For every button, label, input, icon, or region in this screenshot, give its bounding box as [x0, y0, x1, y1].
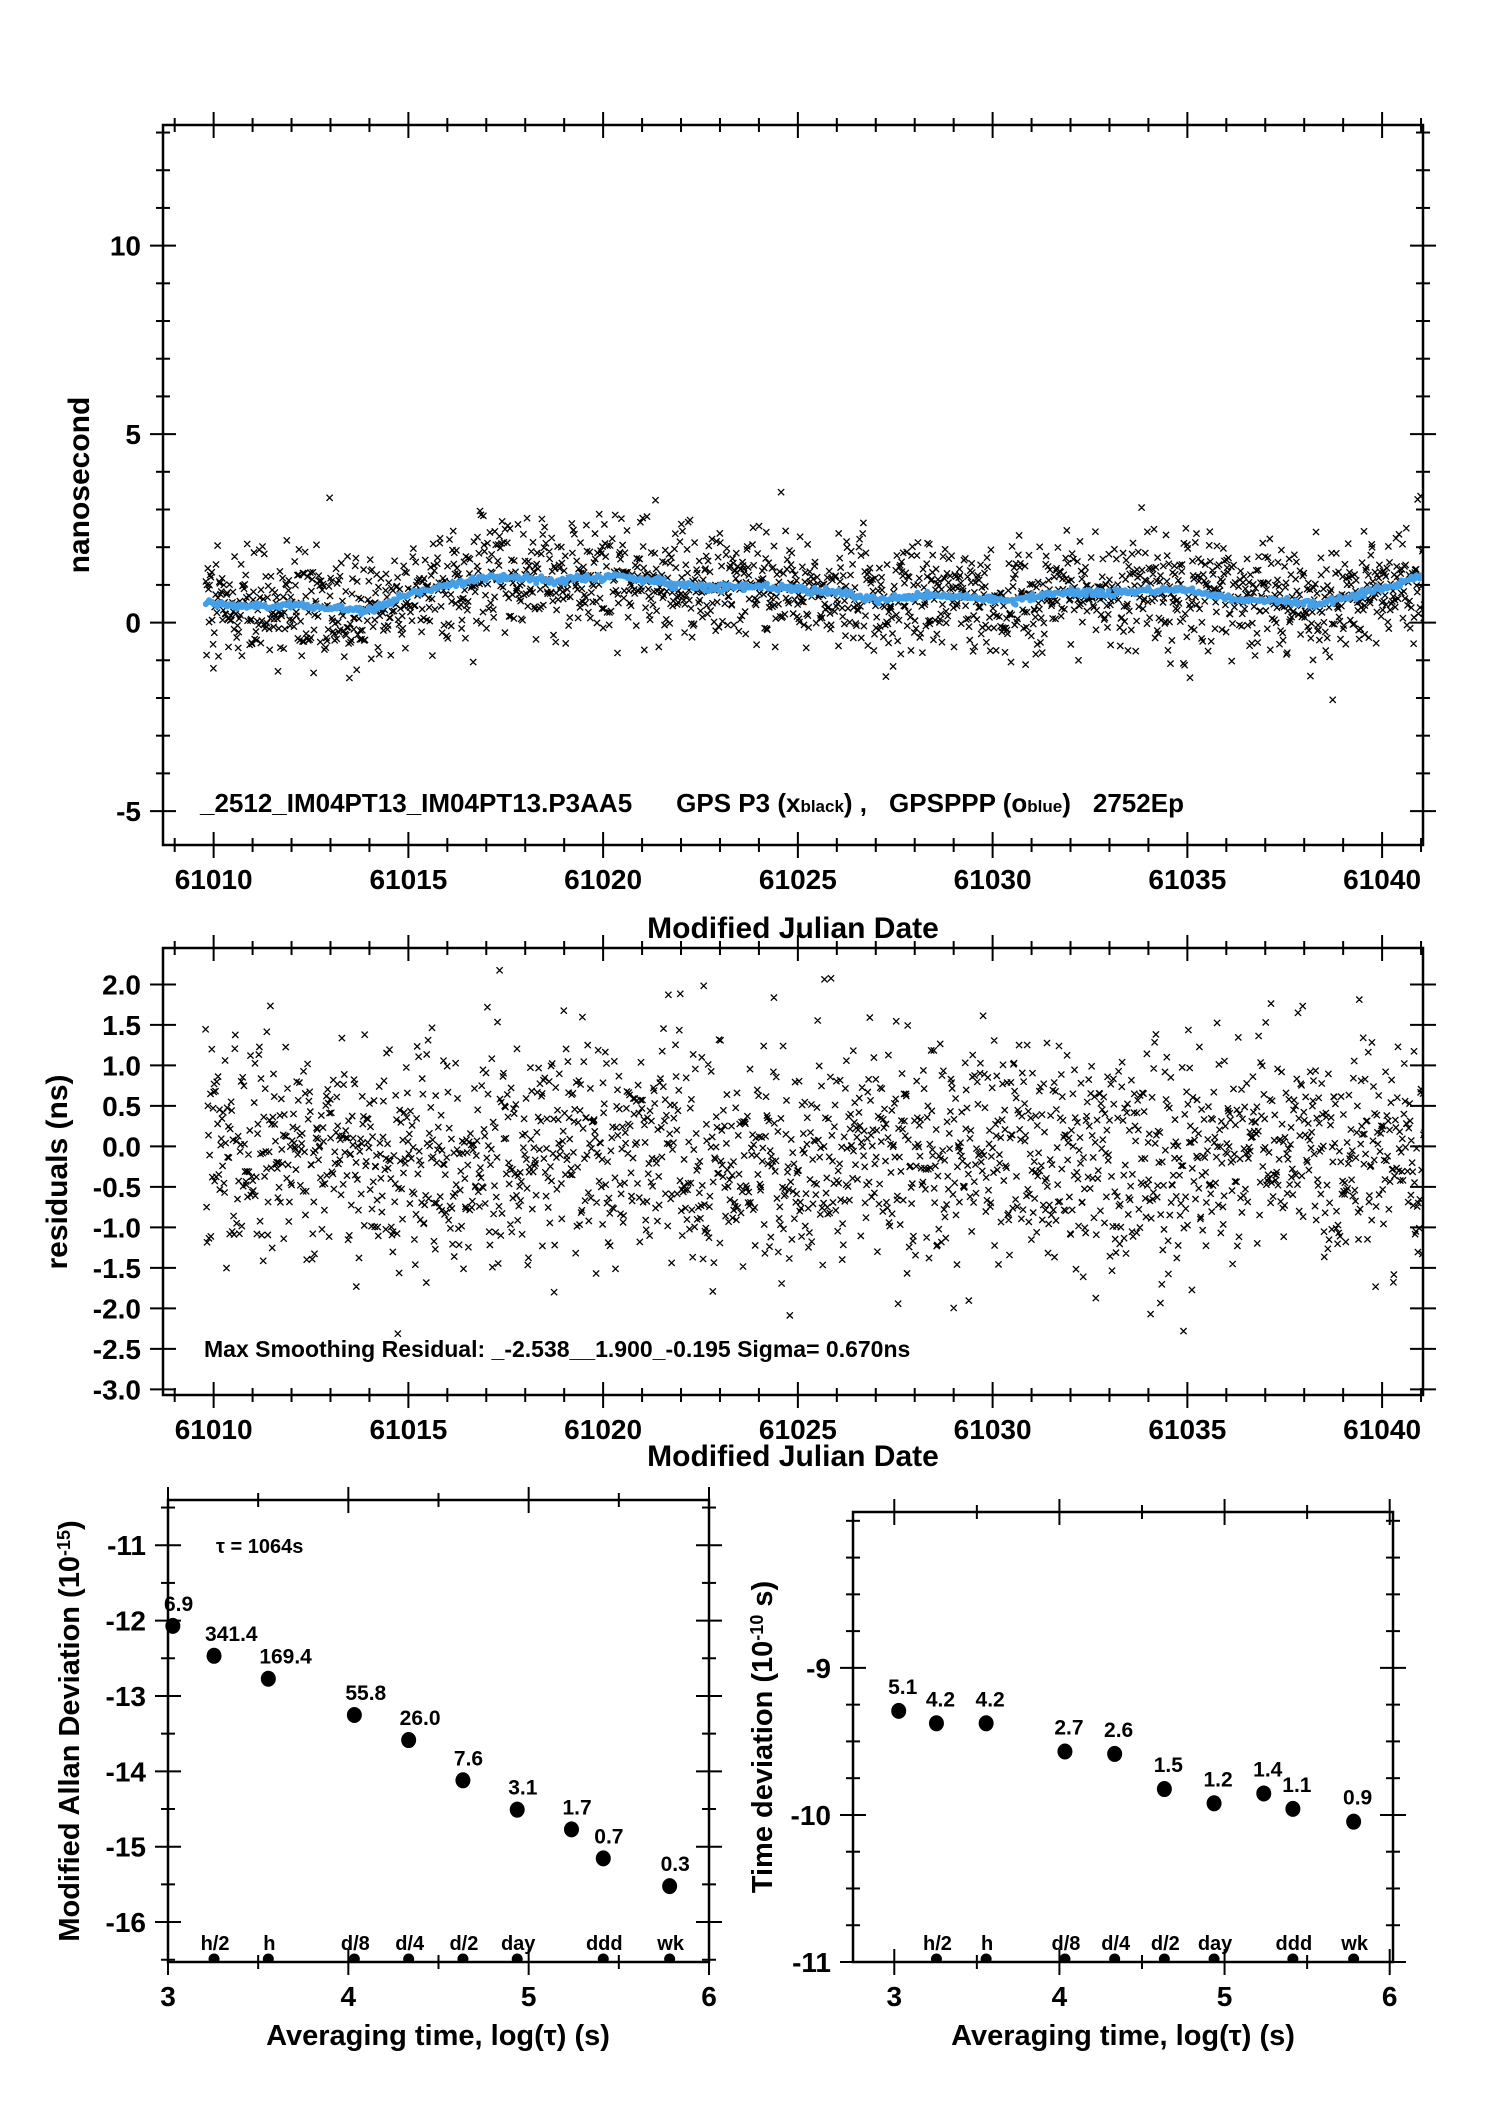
tau-tick-label: wk	[1341, 1933, 1368, 1955]
svg-text:-0.5: -0.5	[92, 1171, 141, 1203]
tdev-y-title-main: Time deviation (10	[747, 1640, 779, 1894]
deviation-value-label: 26.0	[399, 1707, 441, 1731]
svg-text:-9: -9	[806, 1652, 831, 1684]
residuals-y-axis-title: residuals (ns)	[41, 1074, 74, 1270]
legend-black-subscript: black	[800, 797, 844, 816]
tau-tick-label: wk	[657, 1933, 684, 1955]
svg-text:61015: 61015	[369, 1414, 448, 1445]
deviation-value-label: 3.1	[508, 1776, 538, 1800]
svg-text:-15: -15	[105, 1831, 146, 1863]
svg-text:0.0: 0.0	[102, 1131, 141, 1163]
tau-tick-label: d/8	[340, 1933, 370, 1955]
tau-annotation: τ = 1064s	[216, 1536, 304, 1558]
deviation-value-label: 55.8	[345, 1682, 387, 1706]
gps-p3-scatter	[203, 489, 1432, 703]
deviation-value-label: 0.9	[1343, 1786, 1373, 1810]
deviation-value-label: 1.1	[1282, 1773, 1312, 1797]
legend-close-paren: )	[1062, 788, 1071, 818]
tau-tick-label: d/2	[1150, 1933, 1180, 1955]
tau-tick-label: ddd	[585, 1933, 623, 1955]
svg-text:5: 5	[1216, 1981, 1233, 2012]
svg-text:-2.5: -2.5	[92, 1333, 141, 1365]
top-x-axis-title: Modified Julian Date	[647, 912, 939, 945]
deviation-value-label: 1.2	[1203, 1768, 1233, 1792]
top-y-axis-title: nanosecond	[63, 396, 96, 574]
svg-text:6: 6	[701, 1981, 717, 2012]
modified-allan-deviation-tau-marks	[201, 1933, 685, 1965]
svg-text:61020: 61020	[564, 1414, 643, 1445]
svg-text:61010: 61010	[174, 864, 253, 895]
deviation-value-label: 169.4	[259, 1645, 312, 1669]
baseline-id-label: _2512_IM04PT13_IM04PT13.P3AA5	[200, 788, 633, 818]
legend-gpsppp: GPSPPP (o	[889, 788, 1028, 818]
svg-text:61010: 61010	[174, 1414, 253, 1445]
mdev-y-title-main: Modified Allan Deviation (10	[54, 1556, 86, 1942]
deviation-value-label: 4.2	[975, 1688, 1005, 1712]
svg-text:5: 5	[125, 419, 141, 451]
svg-text:-11: -11	[792, 1947, 831, 1978]
time-deviation-tau-marks	[923, 1933, 1369, 1965]
svg-text:61020: 61020	[564, 864, 643, 895]
svg-text:-2.0: -2.0	[92, 1293, 141, 1325]
svg-text:10: 10	[109, 230, 141, 262]
legend-separator: ) ,	[843, 788, 868, 818]
tdev-y-axis-title	[740, 1507, 779, 1967]
svg-text:61035: 61035	[1148, 1414, 1227, 1445]
svg-text:-1.0: -1.0	[92, 1212, 141, 1244]
tau-tick-label: day	[500, 1933, 536, 1955]
deviation-value-label: 0.7	[594, 1825, 624, 1849]
svg-text:5: 5	[520, 1981, 537, 2012]
svg-text:61040: 61040	[1343, 1414, 1422, 1445]
svg-text:2.0: 2.0	[102, 969, 141, 1001]
deviation-value-label: 7.6	[453, 1747, 484, 1771]
svg-text:4: 4	[340, 1981, 357, 2012]
tau-tick-label: h/2	[200, 1933, 230, 1955]
modified-allan-deviation-points	[164, 1593, 690, 1894]
svg-text:6: 6	[1381, 1981, 1398, 2012]
tdev-x-axis-title: Averaging time, log(τ) (s)	[951, 2020, 1295, 2052]
tau-tick-label: day	[1197, 1933, 1233, 1955]
legend-gps-p3: GPS P3 (x	[676, 788, 801, 818]
tdev-y-title-close: s)	[747, 1580, 779, 1615]
svg-text:61030: 61030	[953, 1414, 1032, 1445]
tau-tick-label: h/2	[922, 1933, 952, 1955]
tau-tick-label: ddd	[1275, 1933, 1313, 1955]
svg-text:1.0: 1.0	[102, 1050, 141, 1082]
deviation-value-label: 1.7	[562, 1796, 592, 1820]
residuals-x-axis-title: Modified Julian Date	[647, 1440, 939, 1473]
mdev-y-title-exponent: -15	[54, 1530, 74, 1557]
svg-text:-16: -16	[105, 1907, 146, 1939]
gps-time-comparison-plot	[110, 112, 1436, 895]
deviation-value-label: 1.4	[1253, 1758, 1283, 1782]
tau-tick-label: d/4	[395, 1933, 425, 1955]
tau-tick-label: h	[263, 1933, 276, 1955]
deviation-value-label: 0.3	[660, 1853, 690, 1877]
svg-text:1.5: 1.5	[102, 1009, 141, 1041]
tau-tick-label: d/8	[1051, 1933, 1081, 1955]
svg-text:-1.5: -1.5	[92, 1252, 141, 1284]
deviation-value-label: 2.6	[1104, 1718, 1134, 1742]
epoch-count-label: 2752Ep	[1092, 788, 1184, 818]
svg-text:3: 3	[160, 1981, 176, 2012]
svg-text:-12: -12	[105, 1605, 146, 1637]
deviation-value-label: 4.2	[925, 1688, 956, 1712]
svg-text:-11: -11	[107, 1530, 146, 1562]
svg-text:-14: -14	[105, 1756, 146, 1788]
mdev-x-axis-title: Averaging time, log(τ) (s)	[266, 2020, 610, 2052]
svg-text:-3.0: -3.0	[92, 1374, 141, 1406]
deviation-value-label: 5.1	[888, 1675, 918, 1699]
svg-text:61015: 61015	[369, 864, 448, 895]
residuals-scatter	[203, 967, 1433, 1337]
svg-text:61040: 61040	[1343, 864, 1422, 895]
max-smoothing-residual-note: Max Smoothing Residual: _-2.538__1.900_-0.195 Sigma= 0.670ns	[204, 1336, 911, 1362]
svg-text:0: 0	[125, 607, 141, 639]
svg-text:-10: -10	[790, 1799, 831, 1831]
legend-blue-subscript: blue	[1027, 797, 1063, 816]
time-deviation-points	[888, 1676, 1372, 1830]
svg-text:0.5: 0.5	[102, 1090, 141, 1122]
svg-text:-5: -5	[116, 796, 141, 828]
top-plot-title	[200, 788, 1184, 819]
modified-allan-deviation-plot	[106, 1487, 722, 2012]
svg-text:61025: 61025	[758, 864, 837, 895]
deviation-value-label: 341.4	[205, 1622, 258, 1646]
svg-text:3: 3	[886, 1981, 903, 2012]
deviation-value-label: 1.5	[1153, 1754, 1183, 1778]
mdev-y-title-close: )	[54, 1520, 86, 1531]
deviation-value-label: 2.7	[1054, 1716, 1084, 1740]
tau-tick-label: d/4	[1101, 1933, 1131, 1955]
svg-text:61030: 61030	[953, 864, 1032, 895]
svg-text:-13: -13	[105, 1680, 146, 1712]
deviation-value-label: 6.9	[164, 1592, 194, 1616]
smoothing-residuals-plot	[93, 935, 1436, 1445]
time-deviation-plot	[791, 1499, 1406, 2012]
tau-tick-label: d/2	[449, 1933, 479, 1955]
svg-text:4: 4	[1051, 1981, 1068, 2012]
svg-text:61035: 61035	[1148, 864, 1227, 895]
svg-text:61025: 61025	[758, 1414, 837, 1445]
tdev-y-title-exponent: -10	[747, 1614, 767, 1641]
mdev-y-axis-title	[47, 1451, 86, 2011]
tau-tick-label: h	[981, 1933, 994, 1955]
